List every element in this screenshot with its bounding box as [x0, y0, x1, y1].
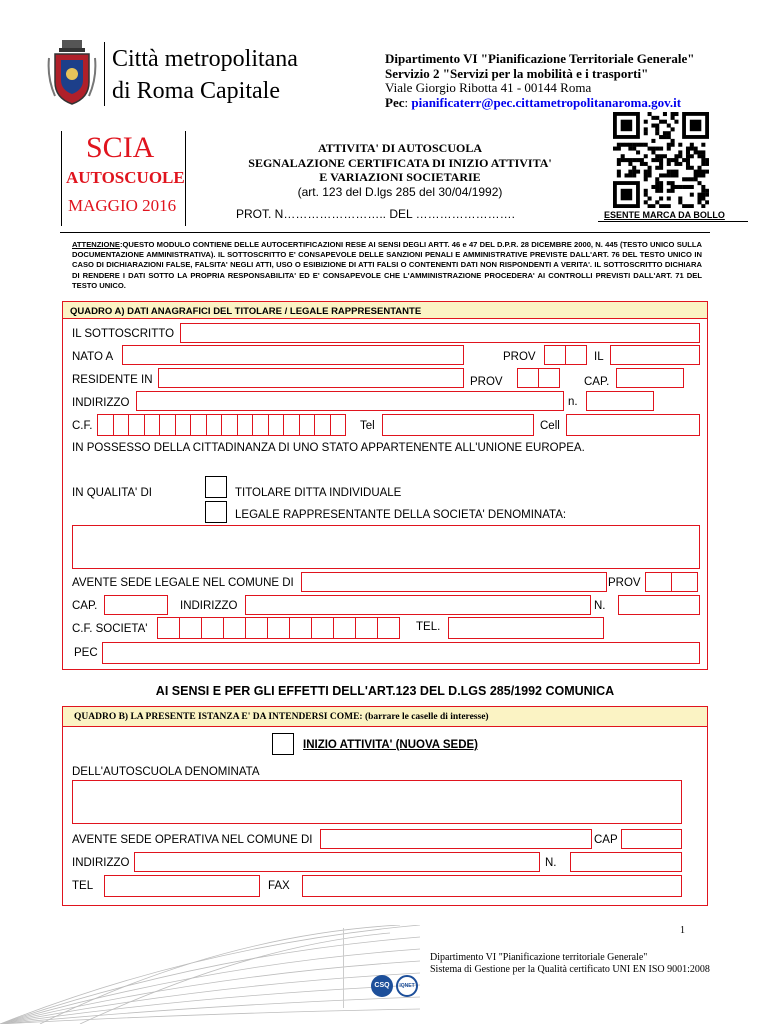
qr-code	[613, 112, 709, 208]
sede-operativa-field[interactable]	[320, 829, 592, 849]
footer-divider	[343, 928, 344, 1008]
sottoscritto-field[interactable]	[180, 323, 700, 343]
nato-a-field[interactable]	[122, 345, 464, 365]
cap-operativa-field[interactable]	[621, 829, 682, 849]
societa-denominazione-field[interactable]	[72, 525, 700, 569]
dept-address: Viale Giorgio Ribotta 41 - 00144 Roma	[385, 80, 592, 95]
doc-title-line4: (art. 123 del D.lgs 285 del 30/04/1992)	[297, 185, 503, 199]
csq-logo: CSQ	[371, 975, 393, 997]
sede-operativa-label: AVENTE SEDE OPERATIVA NEL COMUNE DI	[72, 834, 313, 846]
char-cell[interactable]	[330, 414, 347, 436]
char-cell[interactable]	[237, 414, 254, 436]
residente-label: RESIDENTE IN	[72, 374, 153, 386]
char-cell[interactable]	[159, 414, 176, 436]
cap-sede-field[interactable]	[104, 595, 168, 615]
doc-title-line2: SEGNALAZIONE CERTIFICATA DI INIZIO ATTIVITA'	[248, 156, 552, 170]
indirizzo-label: INDIRIZZO	[72, 397, 130, 409]
crest-logo	[47, 38, 97, 108]
char-cell[interactable]	[333, 617, 356, 639]
nato-a-label: NATO A	[72, 351, 114, 363]
sede-legale-label: AVENTE SEDE LEGALE NEL COMUNE DI	[72, 577, 294, 589]
attention-text: ATTENZIONE:QUESTO MODULO CONTIENE DELLE AUTOCERTIFICAZIONI RESE AI SENSI DEGLI ARTT. 46 e 47 DEL D.P.R. 28 DICEMBRE 2000, N. 445 (TESTO UNICO SULLA DOCUMENTAZIONE AMMINISTRATIVA). IL SOTTOSCRITTO E' CONSAPEVOLE DELLE SANZIONI PENALI E AMMINISTRATIVE PREVISTE DALL'ART. 76 DEL TESTO UNICO IN CASO DI DICHIARAZIONI FALSE, FALSITA' NEGLI ATTI, USO O ESIBIZIONE DI ATTI FALSI O CONTENENTI DATI NON RISPONDENTI A VERITA'. IL SOTTOSCRITTO DICHIARA DI RENDERE I DATI SOTTO LA PROPRIA RESPONSABILITA' ED E' CONSAPEVOLE CHE L'AMMINISTRAZIONE PROCEDERA' AI CONTROLLI PREVISTI DALL'ART. 71 DEL TESTO UNICO.	[72, 240, 702, 290]
cf-societa-label: C.F. SOCIETA'	[72, 623, 148, 635]
quadro-a-title: QUADRO A) DATI ANAGRAFICI DEL TITOLARE / LEGALE RAPPRESENTANTE	[70, 306, 422, 317]
dept-name: Dipartimento VI "Pianificazione Territoriale Generale"	[385, 51, 695, 66]
pec-label: PEC	[74, 647, 98, 659]
titolare-checkbox[interactable]	[205, 476, 227, 498]
char-cell[interactable]	[268, 414, 285, 436]
char-cell[interactable]	[311, 617, 334, 639]
header-divider	[104, 42, 105, 106]
stamp-underline	[598, 221, 748, 222]
char-cell[interactable]	[355, 617, 378, 639]
cf-label: C.F.	[72, 420, 93, 432]
page-number: 1	[680, 925, 685, 936]
indirizzo-operativa-label: INDIRIZZO	[72, 857, 130, 869]
tel-operativa-field[interactable]	[104, 875, 260, 897]
prov-res-label: PROV	[470, 376, 503, 388]
char-cell[interactable]	[190, 414, 207, 436]
char-cell[interactable]	[201, 617, 224, 639]
char-cell[interactable]	[144, 414, 161, 436]
tel-societa-field[interactable]	[448, 617, 604, 639]
char-cell[interactable]	[175, 414, 192, 436]
fax-operativa-label: FAX	[268, 880, 290, 892]
tel-operativa-label: TEL	[72, 880, 94, 892]
civic-number-field[interactable]	[586, 391, 654, 411]
title-divider	[60, 232, 710, 233]
pec-label: Pec	[385, 95, 405, 110]
char-cell[interactable]	[252, 414, 269, 436]
prov-sede-field[interactable]	[645, 572, 697, 592]
char-cell[interactable]	[267, 617, 290, 639]
cap-sede-label: CAP.	[72, 600, 98, 612]
cf-societa-field[interactable]	[157, 617, 399, 639]
tel-label: Tel	[360, 420, 375, 432]
sottoscritto-label: IL SOTTOSCRITTO	[72, 328, 175, 340]
scia-title: SCIA	[86, 131, 155, 164]
pec-line: Pec: pianificaterr@pec.cittametropolitanaroma.gov.it	[385, 95, 682, 110]
cap-operativa-label: CAP	[594, 834, 618, 846]
char-cell[interactable]	[289, 617, 312, 639]
residente-field[interactable]	[158, 368, 464, 388]
sede-legale-field[interactable]	[301, 572, 607, 592]
char-cell[interactable]	[299, 414, 316, 436]
comunica-heading: AI SENSI E PER GLI EFFETTI DELL'ART.123 DEL D.LGS 285/1992 COMUNICA	[155, 684, 615, 698]
char-cell[interactable]	[128, 414, 145, 436]
pec-field[interactable]	[102, 642, 700, 664]
qualita-label: IN QUALITA' DI	[72, 487, 152, 499]
cell-label: Cell	[540, 420, 560, 432]
footer-decoration	[0, 925, 420, 1024]
doc-title-line1: ATTIVITA' DI AUTOSCUOLA	[317, 141, 483, 155]
legale-label: LEGALE RAPPRESENTANTE DELLA SOCIETA' DENOMINATA:	[235, 509, 567, 521]
inizio-attivita-label: INIZIO ATTIVITA' (NUOVA SEDE)	[303, 739, 479, 751]
char-cell[interactable]	[113, 414, 130, 436]
cap-res-label: CAP.	[584, 376, 610, 388]
n-sede-field[interactable]	[618, 595, 700, 615]
char-cell[interactable]	[157, 617, 180, 639]
autoscuola-denominata-label: DELL'AUTOSCUOLA DENOMINATA	[72, 766, 260, 778]
char-cell[interactable]	[206, 414, 223, 436]
legale-checkbox[interactable]	[205, 501, 227, 523]
char-cell[interactable]	[221, 414, 238, 436]
prov-birth-label: PROV	[503, 351, 536, 363]
stamp-exempt-note: ESENTE MARCA DA BOLLO	[604, 210, 725, 220]
cell-field[interactable]	[566, 414, 700, 436]
indirizzo-sede-label: INDIRIZZO	[180, 600, 238, 612]
scia-subtitle: AUTOSCUOLE	[66, 168, 185, 187]
cf-field[interactable]	[97, 414, 345, 436]
indirizzo-operativa-field[interactable]	[134, 852, 540, 872]
iqnet-logo: IQNET	[396, 975, 418, 997]
prov-res-field[interactable]	[517, 368, 559, 388]
char-cell[interactable]	[283, 414, 300, 436]
cap-res-field[interactable]	[616, 368, 684, 388]
fax-operativa-field[interactable]	[302, 875, 682, 897]
tel-societa-label: TEL.	[416, 621, 441, 633]
inizio-attivita-checkbox[interactable]	[272, 733, 294, 755]
org-name-line2: di Roma Capitale	[112, 78, 280, 104]
prov-birth-field[interactable]	[544, 345, 586, 365]
prov-sede-label: PROV	[608, 577, 641, 589]
char-cell[interactable]	[245, 617, 268, 639]
char-cell[interactable]	[223, 617, 246, 639]
n-operativa-field[interactable]	[570, 852, 682, 872]
char-cell[interactable]	[314, 414, 331, 436]
civic-number-label: n.	[568, 396, 578, 408]
footer-dept: Dipartimento VI "Pianificazione territoriale Generale"	[430, 952, 648, 963]
attention-label: ATTENZIONE	[72, 240, 120, 249]
char-cell[interactable]	[179, 617, 202, 639]
doc-title-line3: E VARIAZIONI SOCIETARIE	[319, 170, 481, 184]
titolare-label: TITOLARE DITTA INDIVIDUALE	[235, 487, 402, 499]
service-name: Servizio 2 "Servizi per la mobilità e i trasporti"	[385, 66, 649, 81]
autoscuola-denominata-field[interactable]	[72, 780, 682, 824]
tel-field[interactable]	[382, 414, 534, 436]
n-sede-label: N.	[594, 600, 606, 612]
char-cell[interactable]	[377, 617, 400, 639]
indirizzo-sede-field[interactable]	[245, 595, 591, 615]
quadro-b-title: QUADRO B) LA PRESENTE ISTANZA E' DA INTENDERSI COME: (barrare le caselle di interesse)	[74, 712, 489, 722]
org-name-line1: Città metropolitana	[112, 46, 298, 72]
indirizzo-field[interactable]	[136, 391, 564, 411]
n-operativa-label: N.	[545, 857, 557, 869]
footer-quality: Sistema di Gestione per la Qualità certificato UNI EN ISO 9001:2008	[430, 964, 710, 975]
char-cell[interactable]	[97, 414, 114, 436]
pec-email-link[interactable]: pianificaterr@pec.cittametropolitanaroma.gov.it	[411, 95, 682, 110]
scia-date: MAGGIO 2016	[68, 196, 177, 215]
cittadinanza-text: IN POSSESSO DELLA CITTADINANZA DI UNO STATO APPARTENENTE ALL'UNIONE EUROPEA.	[72, 442, 585, 454]
il-label: IL	[594, 351, 604, 363]
protocol-line: PROT. N…………………….. DEL …………………….	[236, 207, 515, 221]
birth-date-field[interactable]	[610, 345, 700, 365]
